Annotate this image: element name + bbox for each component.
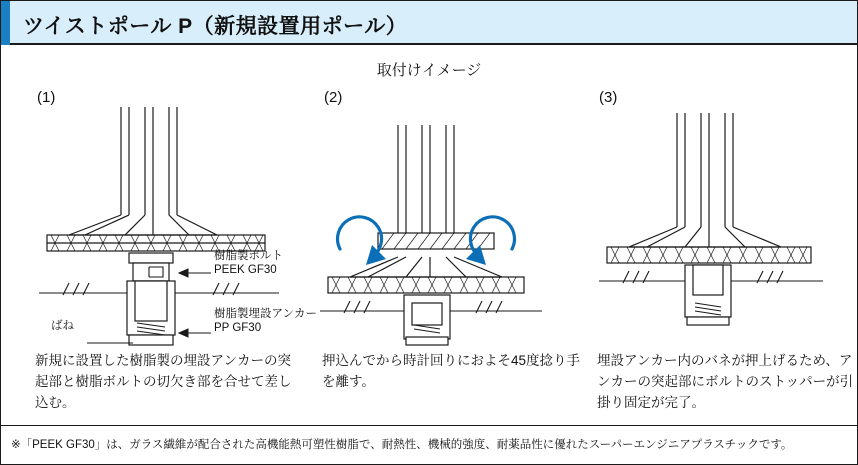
- step-2-caption: 押込んでから時計回りにおよそ45度捻り手を離す。: [322, 353, 581, 389]
- step-2-label: (2): [324, 89, 343, 106]
- footnote-text: ※「PEEK GF30」は、ガラス繊維が配合された高機能熱可塑性樹脂で、耐熱性、機械的強度、耐薬品性に優れたスーパーエンジニアプラスチックです。: [11, 439, 793, 451]
- callout-spring: ばね: [51, 320, 74, 332]
- step-3-label: (3): [599, 89, 618, 106]
- step-2: [316, 89, 586, 419]
- page-title: ツイストポール P（新規設置用ポール）: [23, 15, 408, 38]
- subtitle: 取付けイメージ: [376, 62, 482, 79]
- step-3-caption: 埋設アンカー内のバネが押上げるため、アンカーの突起部にボルトのストッパーが引掛り固定が完了。: [597, 353, 854, 410]
- callout-resin-anchor-line1: 樹脂製埋設アンカー: [214, 308, 318, 320]
- callout-resin-bolt-line2: PEEK GF30: [214, 264, 277, 277]
- step-1: [29, 89, 318, 419]
- step-3-figure: [591, 107, 858, 347]
- footnote-area: [1, 425, 857, 465]
- step-2-figure: [316, 107, 586, 347]
- callout-resin-bolt-line1: 樹脂製ボルト: [214, 250, 283, 262]
- callout-resin-anchor: [214, 307, 317, 336]
- step-1-label: (1): [37, 89, 56, 106]
- step-3: [591, 89, 858, 419]
- header-bar: [1, 1, 857, 45]
- callout-resin-bolt: [214, 249, 283, 278]
- header-accent-bar: [1, 1, 10, 45]
- step-1-caption: 新規に設置した樹脂製の埋設アンカーの突起部と樹脂ボルトの切欠き部を合せて差し込む。: [35, 353, 292, 410]
- callout-resin-anchor-line2: PP GF30: [214, 322, 262, 335]
